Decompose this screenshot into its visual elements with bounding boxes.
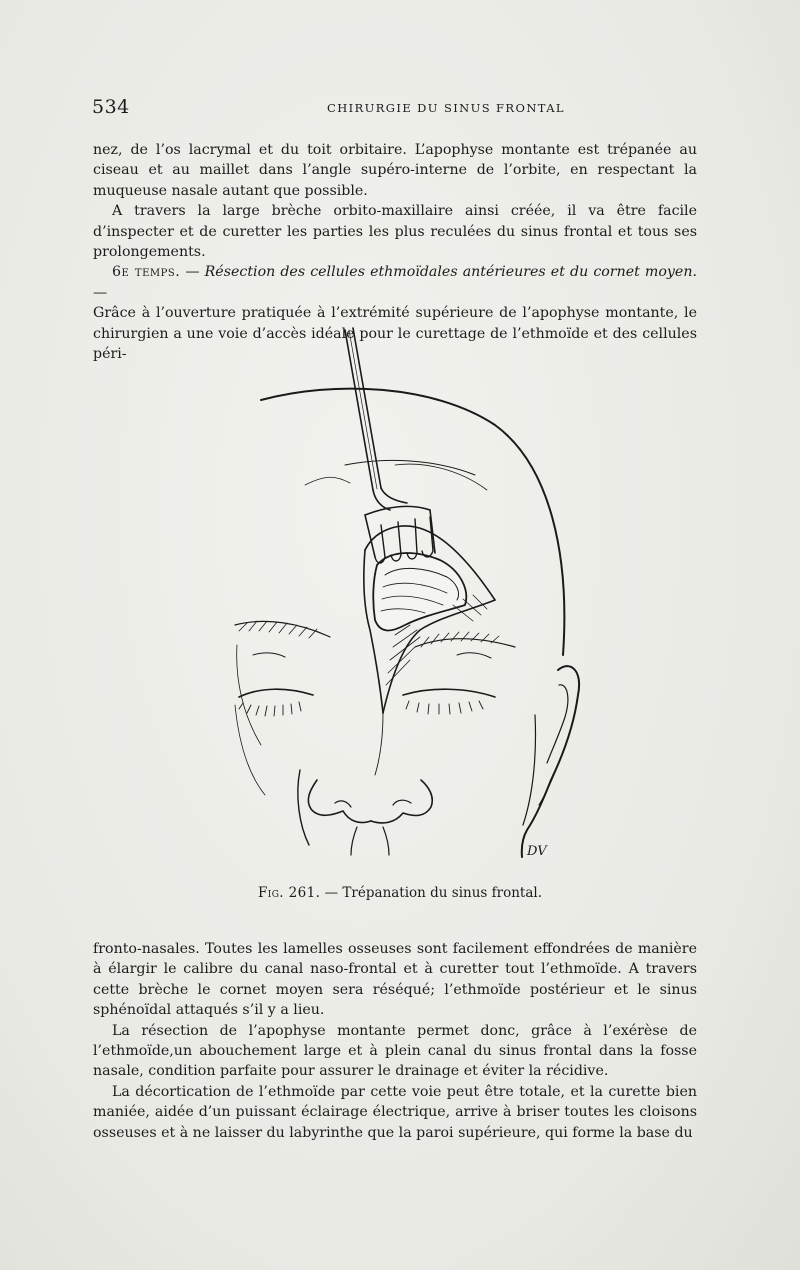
page-header: [92, 98, 700, 120]
paragraph-step-6: [93, 262, 697, 303]
paragraph: Grâce à l’ouverture pratiquée à l’extrémité supérieure de l’apophyse montante, le chirurgien a une voie d’accès idéale pour le curettage de l’ethmoïde et des cellules péri-: [93, 305, 697, 363]
caption-text: — Trépanation du sinus frontal.: [320, 885, 542, 901]
figure-illustration: [225, 325, 585, 865]
paragraph: nez, de l’os lacrymal et du toit orbitaire. L’apophyse montante est trépanée au ciseau et au maillet dans l’angle supéro-interne de l’orbite, en respectant la muqueuse nasale autant que possible.: [93, 142, 697, 199]
dash: —: [93, 284, 108, 301]
bottom-text-block: [93, 939, 697, 1143]
trepanation-illustration: [225, 325, 585, 865]
dash: —: [180, 264, 205, 281]
figure-number: Fig. 261.: [257, 885, 321, 901]
paragraph: La résection de l’apophyse montante permet donc, grâce à l’exérèse de l’ethmoïde,un abouchement large et à plein canal du sinus frontal dans la fosse nasale, condition parfaite pour assurer le drainage et éviter la récidive.: [93, 1022, 697, 1080]
step-title: Résection des cellules ethmoïdales antérieures et du cornet moyen.: [204, 264, 697, 281]
paragraph: La décortication de l’ethmoïde par cette voie peut être totale, et la curette bien maniée, aidée d’un puissant éclairage électrique, arrive à briser toutes les cloisons osseuses et à ne laisser du labyrinthe que la paroi supérieure, qui forme la base du: [93, 1083, 697, 1141]
artist-signature: DV: [527, 844, 547, 859]
page-number: 534: [92, 96, 130, 118]
step-label: 6e temps.: [112, 264, 181, 281]
running-head: CHIRURGIE DU SINUS FRONTAL: [327, 101, 565, 115]
figure-caption: [0, 885, 800, 901]
paragraph: fronto-nasales. Toutes les lamelles osseuses sont facilement effondrées de manière à élargir le calibre du canal naso-frontal et à curetter tout l’ethmoïde. A travers cette brèche le cornet moyen sera réséqué; l’ethmoïde postérieur et le sinus sphénoïdal attaqués s’il y a lieu.: [93, 941, 697, 1019]
paragraph: A travers la large brèche orbito-maxillaire ainsi créée, il va être facile d’inspecter et de curetter les parties les plus reculées du sinus frontal et tous ses prolongements.: [93, 203, 697, 261]
